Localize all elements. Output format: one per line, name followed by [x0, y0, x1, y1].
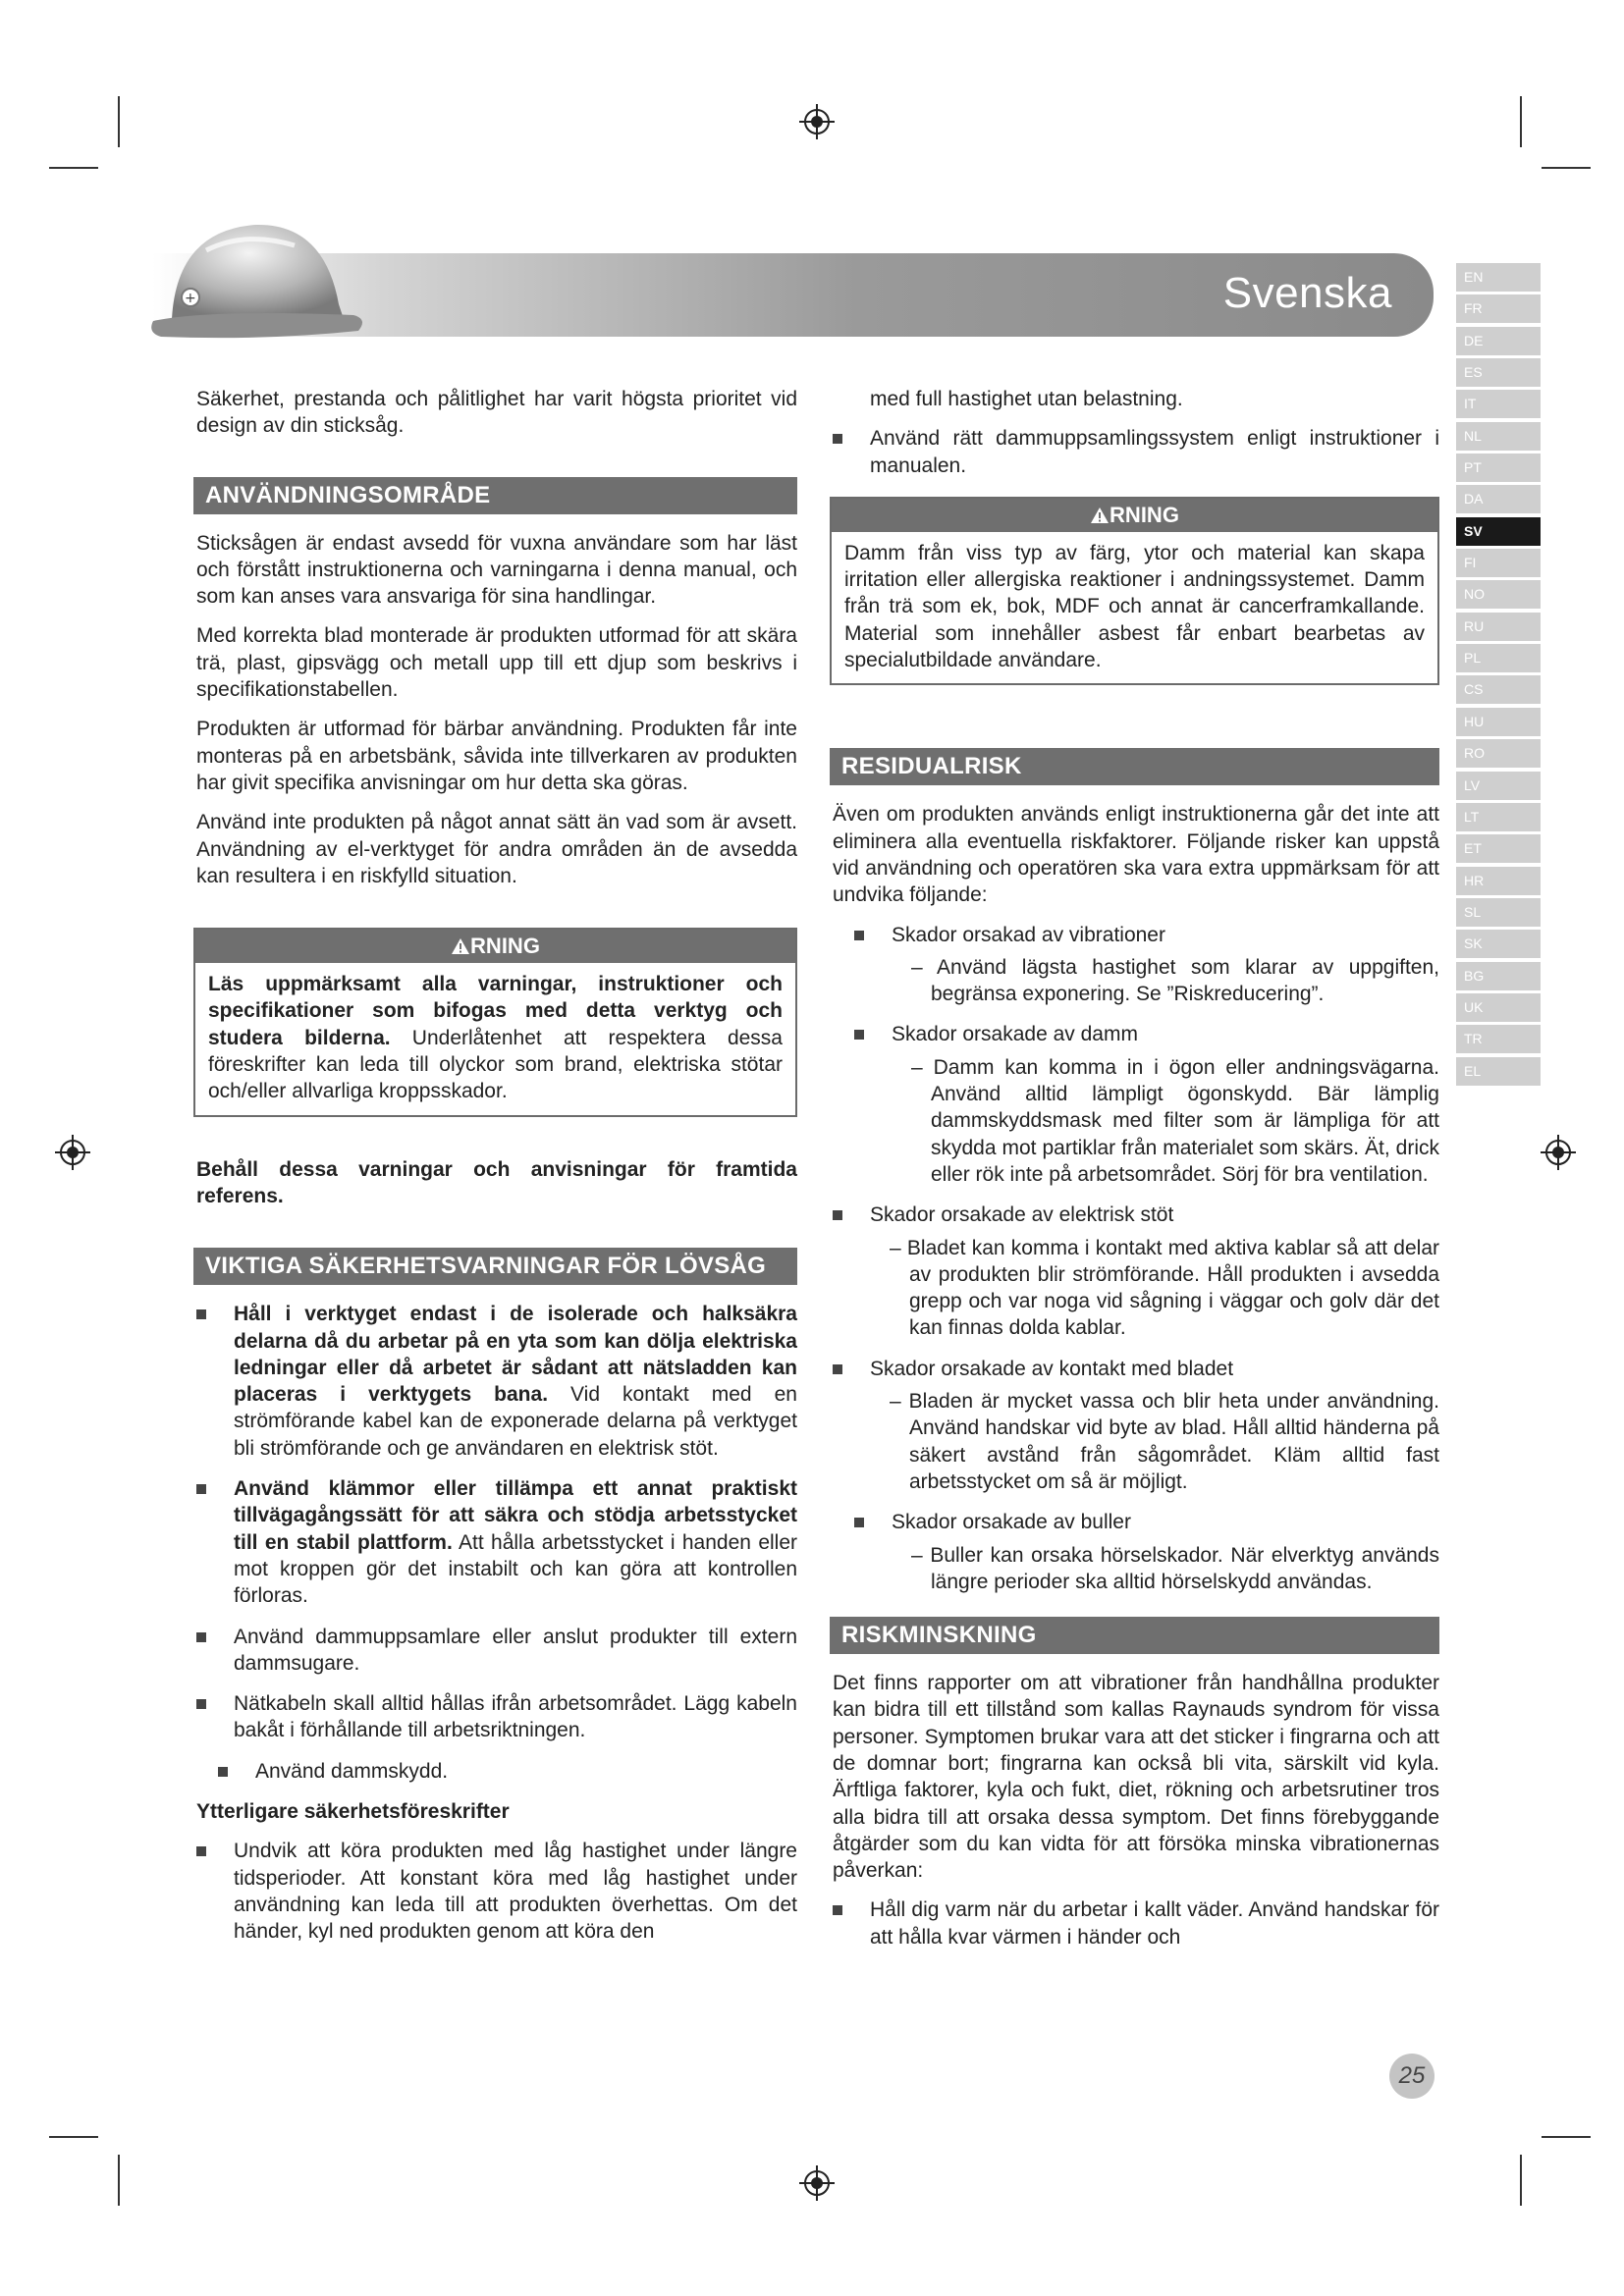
list-item-text: Skador orsakade av elektrisk stöt [870, 1203, 1174, 1227]
intro-text: Säkerhet, prestanda och pålitlighet har varit högsta prioritet vid design av din sticksåg. [196, 388, 797, 438]
list-item: Använd dammskydd. [218, 1758, 797, 1785]
list-item: Håll dig varm när du arbetar i kallt väder. Använd handskar för att hålla kvar värmen i händer och [833, 1896, 1439, 1950]
registration-mark-icon [1540, 1134, 1577, 1171]
list-subitem: – Bladen är mycket vassa och blir heta under användning. Använd handskar vid byte av blad. Håll alltid händerna på säkert avstånd från sågområdet. Kläm alltid fast arbetsstycket om så är möjligt. [890, 1390, 1439, 1493]
section-heading-residual-risk: RESIDUALRISK [830, 748, 1439, 785]
language-tab-es[interactable]: ES [1456, 358, 1541, 387]
warning-title: RNING [1110, 502, 1179, 527]
language-tab-sk[interactable]: SK [1456, 930, 1541, 958]
registration-mark-icon [798, 2164, 836, 2202]
warning-title: RNING [470, 934, 540, 959]
language-tab-el[interactable]: EL [1456, 1057, 1541, 1086]
language-tab-bg[interactable]: BG [1456, 962, 1541, 990]
page-title: Svenska [1222, 269, 1392, 317]
language-tab-tr[interactable]: TR [1456, 1025, 1541, 1053]
language-tab-it[interactable]: IT [1456, 390, 1541, 418]
list-item [833, 1356, 1439, 1495]
list-item-text: Skador orsakad av vibrationer [892, 923, 1165, 946]
paragraph: Även om produkten används enligt instruktionerna går det inte att eliminera alla eventuella riskfaktorer. Följande risker kan uppstå vid användning och operatören ska vara extra uppmärksam för att undvika följande: [833, 803, 1439, 907]
warning-header [195, 930, 795, 963]
crop-mark [118, 2155, 120, 2206]
crop-mark [1542, 167, 1591, 169]
language-tab-fr[interactable]: FR [1456, 294, 1541, 323]
list-subitem: – Bladet kan komma i kontakt med aktiva kablar så att delar av produkten blir strömförande. Håll produkten i avsedda grepp och var noga vid sågning i väggar och golv där det kan finnas dolda kablar. [890, 1236, 1439, 1340]
paragraph: Med korrekta blad monterade är produkten utformad för att skära trä, plast, gipsvägg och metall upp till ett djup som beskrivs i specifikationstabellen. [196, 624, 797, 702]
language-tab-hr[interactable]: HR [1456, 867, 1541, 895]
list-item: Använd rätt dammuppsamlingssystem enligt instruktioner i manualen. [833, 425, 1439, 479]
residual-risk-list [833, 1509, 1439, 1595]
language-tab-de[interactable]: DE [1456, 327, 1541, 355]
further-safety-list [196, 1838, 797, 1945]
language-tab-en[interactable]: EN [1456, 263, 1541, 292]
residual-risk-list [833, 922, 1439, 1189]
crop-mark [49, 2136, 98, 2138]
crop-mark [118, 96, 120, 147]
crop-mark [1542, 2136, 1591, 2138]
helmet-icon [147, 211, 373, 348]
warning-body [195, 963, 795, 1114]
language-tab-et[interactable]: ET [1456, 834, 1541, 863]
paragraph: Produkten är utformad för bärbar användning. Produkten får inte monteras på en arbetsbänk, såvida inte tillverkaren av produkten har givit specifika anvisningar om hur detta ska göras. [196, 718, 797, 794]
list-item-bold: Håll i verktyget endast i de isolerade och halksäkra delarna då du arbetar på en yta som kan dölja elektriska ledningar eller då arbetet är sådant att nätsladden kan placeras i verktygets bana. [234, 1303, 797, 1407]
language-tab-nl[interactable]: NL [1456, 422, 1541, 451]
warning-triangle-icon [451, 937, 470, 955]
language-tab-uk[interactable]: UK [1456, 993, 1541, 1022]
warning-body: Damm från viss typ av färg, ytor och material kan skapa irritation eller allergiska reaktioner i andningssystemet. Damm från trä som ek, bok, MDF och annat är cancerframkallande. Material som innehåller asbest får enbart bearbetas av specialutbildade användare. [844, 541, 1425, 672]
left-column [196, 386, 797, 1958]
keep-instructions-text: Behåll dessa varningar och anvisningar för framtida referens. [196, 1157, 797, 1207]
warning-box [193, 928, 797, 1116]
language-tab-pl[interactable]: PL [1456, 644, 1541, 672]
warning-bold-text: Läs uppmärksamt alla varningar, instruktioner och specifikationer som bifogas med detta verktyg och studera bilderna. [208, 973, 783, 1049]
warning-box [830, 497, 1439, 685]
section-heading-usage: ANVÄNDNINGSOMRÅDE [193, 477, 797, 514]
dust-list [833, 425, 1439, 479]
residual-risk-list [833, 1201, 1439, 1495]
crop-mark [1520, 96, 1522, 147]
crop-mark [49, 167, 98, 169]
list-item [833, 1201, 1439, 1341]
safety-list-indented [196, 1758, 797, 1785]
list-subitem: – Använd lägsta hastighet som klarar av uppgiften, begränsa exponering. Se ”Riskreducering”. [911, 955, 1439, 1006]
risk-reduction-list [833, 1896, 1439, 1950]
list-item [854, 922, 1439, 1008]
warning-header [832, 499, 1437, 532]
paragraph: Det finns rapporter om att vibrationer från handhållna produkter kan bidra till ett tillstånd som kallas Raynauds syndrom för vissa personer. Symptomen brukar vara att det sticker i fingrarna och att de domnar bort; fingrarna kan också bli vita, särskilt vid kyla. Ärftliga faktorer, kyla och fukt, diet, rökning och arbetsrutiner tros alla bidra till att orsaka dessa symptom. Det finns förebyggande åtgärder som du kan vidta för att försöka minska vibrationernas påverkan: [833, 1672, 1439, 1883]
language-tab-ro[interactable]: RO [1456, 739, 1541, 768]
list-item-text: Skador orsakade av kontakt med bladet [870, 1357, 1234, 1380]
page-number: 25 [1389, 2054, 1435, 2099]
continued-text: med full hastighet utan belastning. [870, 388, 1183, 410]
language-tab-hu[interactable]: HU [1456, 708, 1541, 736]
list-item-text: Skador orsakade av buller [892, 1511, 1131, 1534]
language-tab-sv[interactable]: SV [1456, 517, 1541, 546]
list-item [854, 1021, 1439, 1188]
language-tab-ru[interactable]: RU [1456, 613, 1541, 641]
list-item: Undvik att köra produkten med låg hastighet under längre tidsperioder. Att konstant köra med låg hastighet under användning kan leda till att produkten överhettas. Om det händer, kyl ned produkten genom att köra den [196, 1838, 797, 1945]
list-item-text: Skador orsakade av damm [892, 1023, 1138, 1046]
list-item-bold: Använd klämmor eller tillämpa ett annat praktiskt tillvägagångssätt för att säkra och stödja arbetsstycket till en stabil plattform. [234, 1477, 797, 1554]
list-item [854, 1509, 1439, 1595]
list-item-text: Att hålla arbetsstycket i handen eller mot kroppen gör det instabilt och kan göra att kontrollen förloras. [234, 1530, 797, 1608]
language-tab-da[interactable]: DA [1456, 485, 1541, 513]
list-item [196, 1301, 797, 1462]
safety-list [196, 1301, 797, 1743]
subheading-further-safety: Ytterligare säkerhetsföreskrifter [196, 1799, 510, 1823]
section-heading-risk-reduction: RISKMINSKNING [830, 1617, 1439, 1654]
warning-triangle-icon [1090, 507, 1110, 524]
language-tabs [1456, 263, 1541, 1089]
list-subitem: – Buller kan orsaka hörselskador. När elverktyg används längre perioder ska alltid hörselskydd användas. [911, 1543, 1439, 1593]
language-tab-lt[interactable]: LT [1456, 803, 1541, 831]
list-item: Använd dammuppsamlare eller anslut produkter till extern dammsugare. [196, 1624, 797, 1678]
list-subitem: – Damm kan komma in i ögon eller andningsvägarna. Använd alltid lämpligt ögonskydd. Bär lämplig dammskyddsmask med filter som är lämpliga för att skydda mot partiklar från materialet som skärs. Ät, drick eller rök inte på arbetsområdet. Sörj för bra ventilation. [911, 1055, 1439, 1186]
warning-text: Underlåtenhet att respektera dessa föreskrifter kan leda till olyckor som brand, elektriska stötar och/eller allvarliga kroppsskador. [208, 1026, 783, 1103]
right-column [833, 386, 1439, 1964]
paragraph: Använd inte produkten på något annat sätt än vad som är avsett. Användning av el-verktyget för andra områden än de avsedda kan resultera i en riskfylld situation. [196, 811, 797, 887]
list-item [196, 1475, 797, 1609]
svg-text:+: + [185, 291, 196, 306]
language-tab-lv[interactable]: LV [1456, 772, 1541, 800]
language-tab-sl[interactable]: SL [1456, 898, 1541, 927]
language-tab-cs[interactable]: CS [1456, 675, 1541, 704]
registration-mark-icon [54, 1134, 91, 1171]
list-item: Nätkabeln skall alltid hållas ifrån arbetsområdet. Lägg kabeln bakåt i förhållande till arbetsriktningen. [196, 1690, 797, 1744]
crop-mark [1520, 2155, 1522, 2206]
section-heading-safety: VIKTIGA SÄKERHETSVARNINGAR FÖR LÖVSÅG [193, 1248, 797, 1285]
language-tab-pt[interactable]: PT [1456, 454, 1541, 482]
paragraph: Sticksågen är endast avsedd för vuxna användare som har läst och förstått instruktionerna och varningarna i denna manual, och som kan anses vara ansvariga för sina handlingar. [196, 531, 797, 609]
language-tab-fi[interactable]: FI [1456, 549, 1541, 577]
registration-mark-icon [798, 103, 836, 140]
language-tab-no[interactable]: NO [1456, 580, 1541, 609]
list-item-text: Vid kontakt med en strömförande kabel kan de exponerade delarna på verktyget bli strömförande och ge användaren en elektrisk stöt. [234, 1383, 797, 1460]
